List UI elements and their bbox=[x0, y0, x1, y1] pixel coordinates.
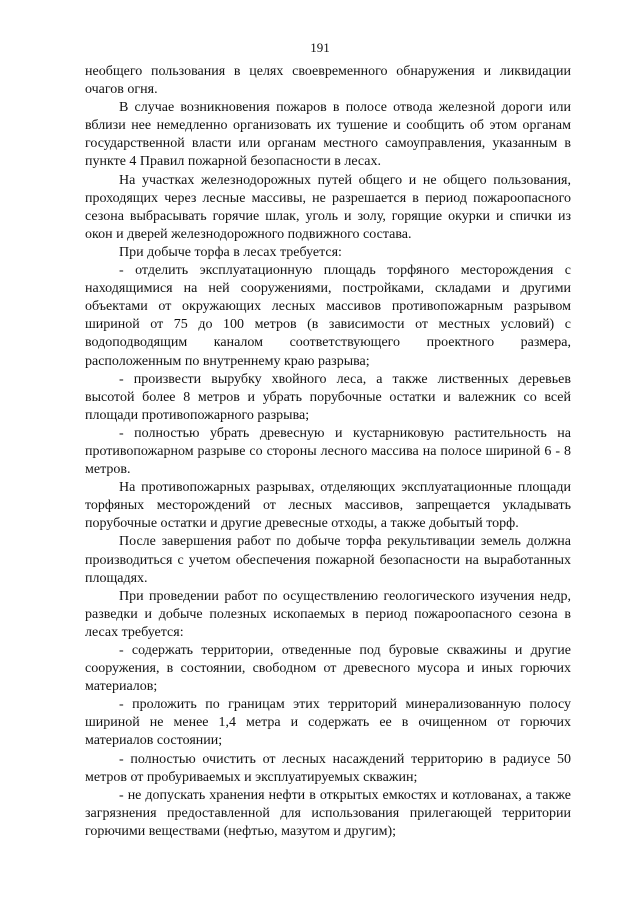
list-item-peat-separate-area: - отделить эксплуатационную площадь торфяного месторождения с находящимися на ней сооружениями, постройками, складами и другими объектами от окружающих лесных массивов противопожарным разрывом шириной от 75 до 100 метров (в зависимости от местных условий) с водоподводящим каналом соответствующего проектного размера, расположенным по внутреннему краю разрыва; bbox=[85, 263, 571, 369]
document-body bbox=[85, 63, 571, 841]
paragraph-continuation: необщего пользования в целях своевременного обнаружения и ликвидации очагов огня. bbox=[85, 64, 571, 98]
list-item-geology-keep-clean: - содержать территории, отведенные под буровые скважины и другие сооружения, в состоянии, свободном от древесного мусора и иных горючих материалов; bbox=[85, 643, 571, 695]
list-item-peat-remove-vegetation: - полностью убрать древесную и кустарниковую растительность на противопожарном разрыве со стороны лесного массива на полосе шириной 6 - 8 метров. bbox=[85, 425, 571, 478]
paragraph-fire-in-railway-strip: В случае возникновения пожаров в полосе отвода железной дороги или вблизи нее немедленно организовать их тушение и сообщить об этом органам государственной власти или органам местного самоуправления, указанным в пункте 4 Правил пожарной безопасности в лесах. bbox=[85, 100, 571, 170]
list-item-geology-oil-storage: - не допускать хранения нефти в открытых емкостях и котлованах, а также загрязнения предоставленной для использования прилегающей территории горючими веществами (нефтью, мазутом и другим); bbox=[85, 787, 571, 839]
paragraph-peat-requirements-intro: При добыче торфа в лесах требуется: bbox=[119, 244, 342, 260]
paragraph-railway-tracks-rule: На участках железнодорожных путей общего и не общего пользования, проходящих через лесные массивы, не разрешается в период пожароопасного сезона выбрасывать горячие шлак, уголь и золу, горящие окурки и спички из окон и дверей железнодорожного подвижного состава. bbox=[85, 172, 571, 242]
list-item-geology-mineral-strip: - проложить по границам этих территорий минерализованную полосу шириной не менее 1,4 метра и содержать ее в очищенном от горючих материалов состоянии; bbox=[85, 697, 571, 749]
list-item-geology-clear-radius: - полностью очистить от лесных насаждений территорию в радиусе 50 метров от пробуриваемых и эксплуатируемых скважин; bbox=[85, 751, 571, 785]
list-item-peat-cut-forest: - произвести вырубку хвойного леса, а также лиственных деревьев высотой более 8 метров и убрать порубочные остатки и валежник со всей площади противопожарного разрыва; bbox=[85, 371, 571, 423]
paragraph-firebreak-prohibition: На противопожарных разрывах, отделяющих эксплуатационные площади торфяных месторождений от лесных массивов, запрещается укладывать порубочные остатки и другие древесные отходы, а также добытый торф. bbox=[85, 480, 571, 532]
page-number: 191 bbox=[310, 40, 330, 55]
paragraph-geology-requirements-intro: При проведении работ по осуществлению геологического изучения недр, разведки и добыче полезных ископаемых в период пожароопасного сезона в лесах требуется: bbox=[85, 588, 571, 640]
paragraph-land-recultivation: После завершения работ по добыче торфа рекультивации земель должна производиться с учетом обеспечения пожарной безопасности на выработанных площадях. bbox=[85, 534, 571, 586]
